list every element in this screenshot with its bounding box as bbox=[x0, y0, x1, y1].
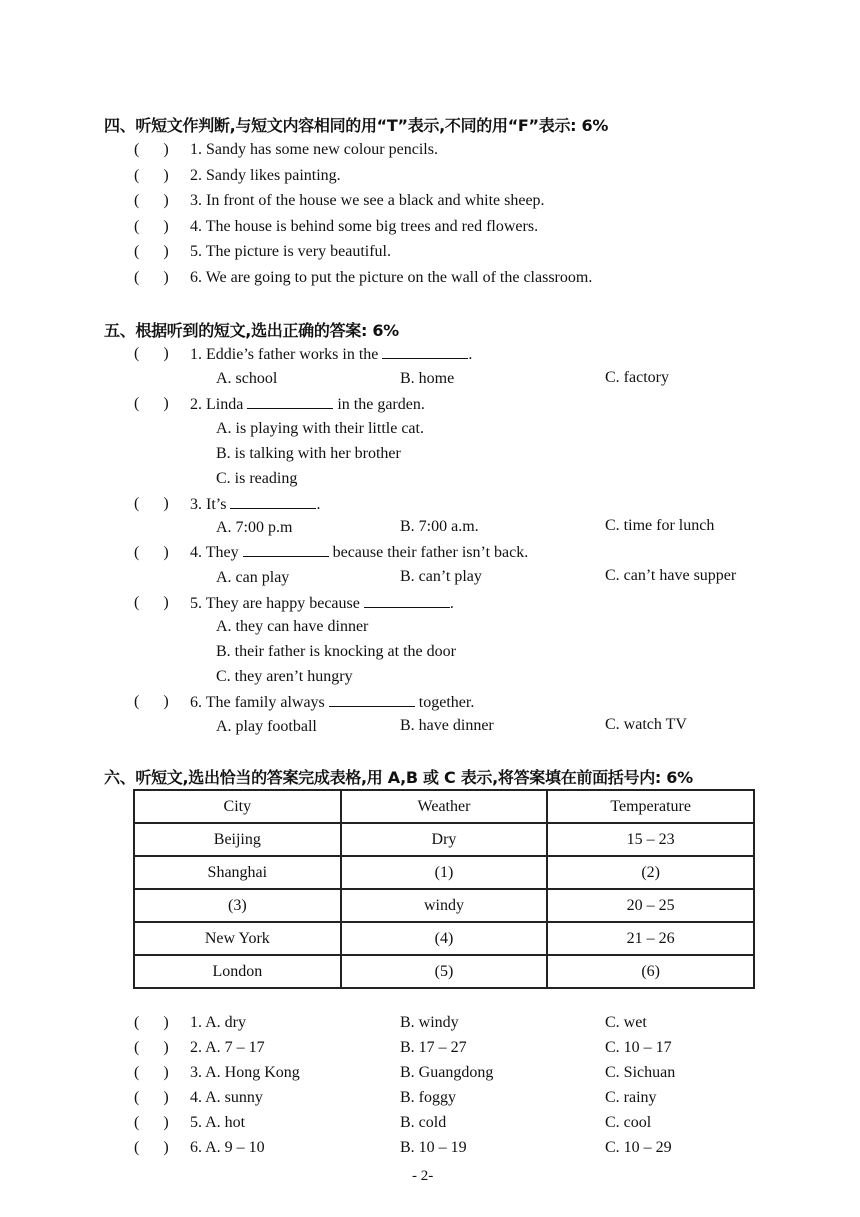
question-1-stem bbox=[190, 344, 472, 365]
option-c: C. is reading bbox=[216, 470, 298, 487]
question-text: in the garden. bbox=[337, 396, 425, 413]
option-a: A. school bbox=[216, 370, 278, 387]
table-cell: Beijing bbox=[134, 823, 341, 856]
question-text: 3. It’s bbox=[190, 496, 227, 513]
answer-bracket[interactable]: ( ) bbox=[134, 1064, 169, 1081]
answer-bracket[interactable]: ( ) bbox=[134, 1139, 169, 1156]
answer-bracket[interactable]: ( ) bbox=[134, 495, 169, 512]
answer-bracket[interactable]: ( ) bbox=[134, 166, 169, 184]
answer-bracket[interactable]: ( ) bbox=[134, 544, 169, 561]
question-5-stem bbox=[190, 593, 454, 614]
answer-bracket[interactable]: ( ) bbox=[134, 269, 169, 286]
fill-blank[interactable] bbox=[364, 593, 450, 608]
option-c: C. watch TV bbox=[605, 716, 687, 733]
judgement-statement: 4. The house is behind some big trees and red flowers. bbox=[190, 217, 539, 235]
header-temperature: Temperature bbox=[547, 790, 754, 823]
question-text: 1. Eddie’s father works in the bbox=[190, 346, 379, 363]
table-cell: Dry bbox=[341, 823, 548, 856]
judgement-statement: 3. In front of the house we see a black and white sheep. bbox=[190, 192, 545, 210]
answer-bracket[interactable]: ( ) bbox=[134, 594, 169, 611]
table-row bbox=[134, 823, 754, 856]
option-b: B. have dinner bbox=[400, 717, 494, 734]
option-c: C. Sichuan bbox=[605, 1064, 676, 1081]
table-cell: 20 – 25 bbox=[547, 889, 754, 922]
option-c: C. they aren’t hungry bbox=[216, 668, 353, 685]
option-b: B. can’t play bbox=[400, 568, 482, 585]
option-c: C. wet bbox=[605, 1014, 647, 1031]
answer-bracket[interactable]: ( ) bbox=[134, 395, 169, 412]
option-a: A. can play bbox=[216, 569, 290, 586]
table-cell: New York bbox=[134, 922, 341, 955]
section4-heading: 四、听短文作判断,与短文内容相同的用“T”表示,不同的用“F”表示: 6% bbox=[104, 116, 609, 135]
option-a: 6. A. 9 – 10 bbox=[190, 1139, 265, 1156]
question-3-stem bbox=[190, 494, 320, 515]
fill-blank[interactable] bbox=[247, 394, 333, 409]
fill-blank[interactable] bbox=[230, 494, 316, 509]
question-text: because their father isn’t back. bbox=[332, 544, 529, 561]
question-4-stem bbox=[190, 542, 528, 563]
judgement-statement: 1. Sandy has some new colour pencils. bbox=[190, 141, 438, 158]
section6-heading: 六、听短文,选出恰当的答案完成表格,用 A,B 或 C 表示,将答案填在前面括号内: 6% bbox=[104, 768, 693, 787]
question-6-stem bbox=[190, 692, 474, 713]
table-row bbox=[134, 889, 754, 922]
option-a: A. play football bbox=[216, 718, 317, 735]
option-a: A. is playing with their little cat. bbox=[216, 420, 424, 437]
option-b: B. 7:00 a.m. bbox=[400, 518, 479, 535]
table-cell: 21 – 26 bbox=[547, 922, 754, 955]
page-number: - 2- bbox=[412, 1168, 434, 1184]
option-b: B. windy bbox=[400, 1014, 459, 1031]
header-city: City bbox=[134, 790, 341, 823]
option-b: B. home bbox=[400, 370, 455, 387]
table-cell: 15 – 23 bbox=[547, 823, 754, 856]
option-c: C. time for lunch bbox=[605, 517, 715, 534]
option-c: C. cool bbox=[605, 1114, 652, 1131]
judgement-statement: 2. Sandy likes painting. bbox=[190, 166, 341, 184]
option-a: 1. A. dry bbox=[190, 1014, 246, 1031]
judgement-statement: 6. We are going to put the picture on the wall of the classroom. bbox=[190, 269, 593, 286]
answer-bracket[interactable]: ( ) bbox=[134, 1039, 169, 1056]
question-text: 2. Linda bbox=[190, 396, 244, 413]
table-cell: (2) bbox=[547, 856, 754, 889]
option-c: C. can’t have supper bbox=[605, 567, 737, 584]
table-cell: (1) bbox=[341, 856, 548, 889]
option-b: B. 17 – 27 bbox=[400, 1039, 467, 1056]
answer-bracket[interactable]: ( ) bbox=[134, 141, 169, 158]
question-text: . bbox=[449, 595, 454, 612]
option-c: C. 10 – 17 bbox=[605, 1039, 672, 1056]
question-2-stem bbox=[190, 394, 425, 415]
table-cell: (4) bbox=[341, 922, 548, 955]
option-b: B. is talking with her brother bbox=[216, 445, 401, 462]
header-weather: Weather bbox=[341, 790, 548, 823]
answer-bracket[interactable]: ( ) bbox=[134, 1089, 169, 1106]
option-a: A. 7:00 p.m bbox=[216, 519, 293, 536]
table-cell: windy bbox=[341, 889, 548, 922]
table-header-row bbox=[134, 790, 754, 823]
table-row bbox=[134, 922, 754, 955]
table-cell: (5) bbox=[341, 955, 548, 988]
option-b: B. 10 – 19 bbox=[400, 1139, 467, 1156]
option-c: C. factory bbox=[605, 369, 669, 386]
question-text: 6. The family always bbox=[190, 694, 325, 711]
question-text: 5. They are happy because bbox=[190, 595, 360, 612]
table-cell: (3) bbox=[134, 889, 341, 922]
fill-blank[interactable] bbox=[382, 344, 468, 359]
answer-bracket[interactable]: ( ) bbox=[134, 1014, 169, 1031]
option-c: C. rainy bbox=[605, 1089, 657, 1106]
fill-blank[interactable] bbox=[243, 542, 329, 557]
answer-bracket[interactable]: ( ) bbox=[134, 217, 169, 235]
answer-bracket[interactable]: ( ) bbox=[134, 1114, 169, 1131]
table-cell: Shanghai bbox=[134, 856, 341, 889]
option-b: B. foggy bbox=[400, 1089, 456, 1106]
question-text: 4. They bbox=[190, 544, 239, 561]
option-b: B. cold bbox=[400, 1114, 447, 1131]
question-text: . bbox=[316, 496, 321, 513]
table-cell: (6) bbox=[547, 955, 754, 988]
question-text: . bbox=[468, 346, 473, 363]
option-a: 3. A. Hong Kong bbox=[190, 1064, 300, 1081]
weather-table bbox=[133, 789, 755, 989]
judgement-statement: 5. The picture is very beautiful. bbox=[190, 243, 391, 261]
option-a: A. they can have dinner bbox=[216, 618, 369, 635]
table-row bbox=[134, 955, 754, 988]
answer-bracket[interactable]: ( ) bbox=[134, 243, 169, 261]
option-c: C. 10 – 29 bbox=[605, 1139, 672, 1156]
option-a: 2. A. 7 – 17 bbox=[190, 1039, 265, 1056]
option-b: B. Guangdong bbox=[400, 1064, 494, 1081]
table-cell: London bbox=[134, 955, 341, 988]
option-b: B. their father is knocking at the door bbox=[216, 643, 456, 660]
answer-bracket[interactable]: ( ) bbox=[134, 192, 169, 210]
option-a: 4. A. sunny bbox=[190, 1089, 263, 1106]
question-text: together. bbox=[418, 694, 475, 711]
answer-bracket[interactable]: ( ) bbox=[134, 693, 169, 710]
section5-heading: 五、根据听到的短文,选出正确的答案: 6% bbox=[104, 321, 399, 340]
fill-blank[interactable] bbox=[329, 692, 415, 707]
option-a: 5. A. hot bbox=[190, 1114, 246, 1131]
answer-bracket[interactable]: ( ) bbox=[134, 345, 169, 362]
table-row bbox=[134, 856, 754, 889]
